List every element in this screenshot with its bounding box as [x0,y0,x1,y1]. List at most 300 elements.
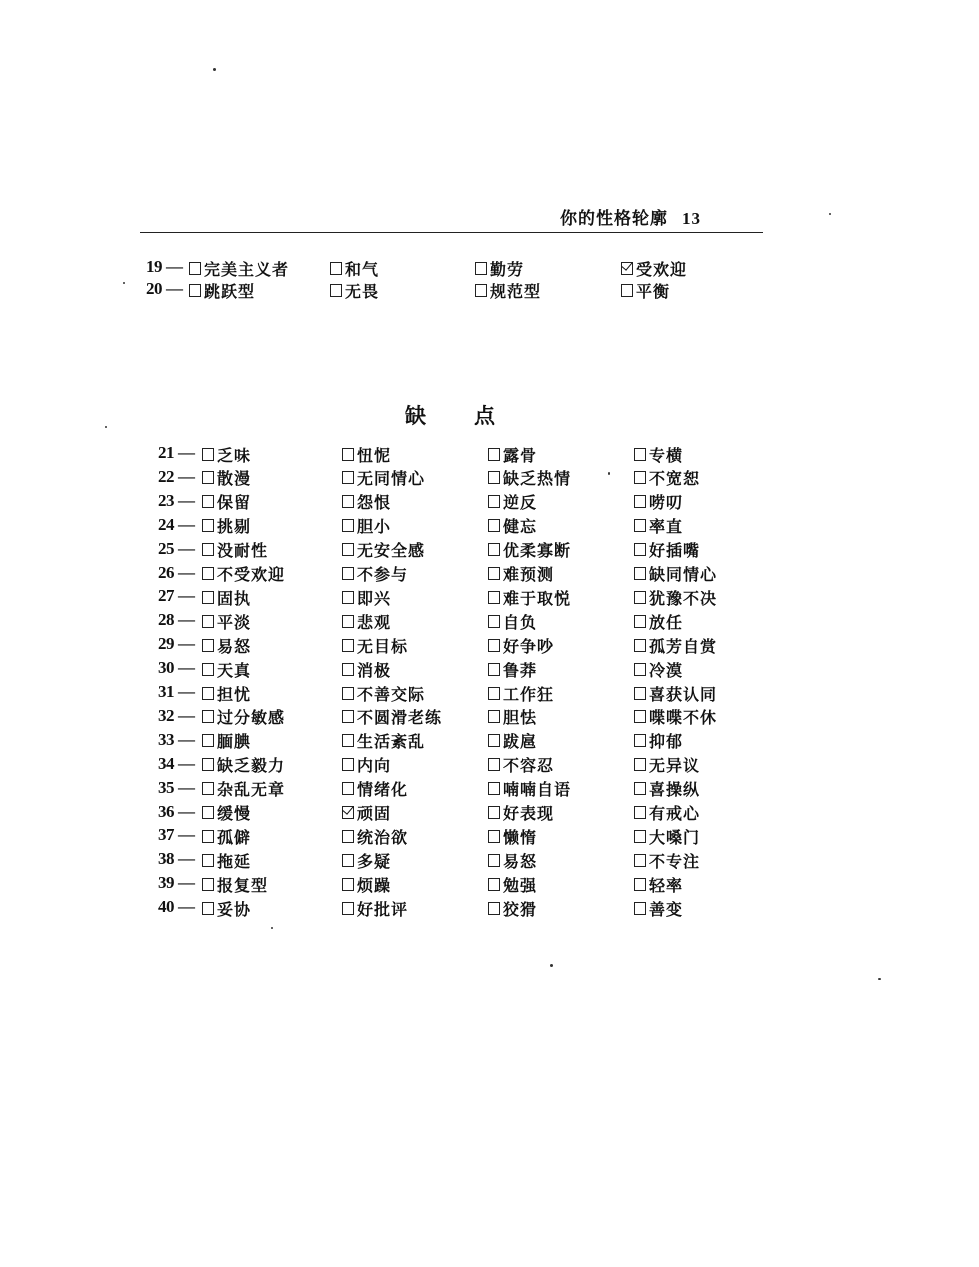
checkbox[interactable] [488,806,500,819]
option-label: 喜获认同 [649,684,718,704]
checkbox[interactable] [342,495,354,508]
checkbox[interactable] [488,495,500,508]
option-label: 内向 [357,756,392,776]
option-label: 胆怯 [503,708,538,728]
option-item[interactable] [342,658,391,680]
option-item[interactable] [634,778,700,800]
option-item[interactable] [634,682,717,704]
option-label: 散漫 [217,469,252,489]
checkbox[interactable] [634,615,646,628]
option-item[interactable] [202,610,251,632]
option-label: 拖延 [217,851,252,871]
checkbox[interactable] [634,471,646,484]
option-item[interactable] [202,682,251,704]
option-label: 无异议 [649,756,701,776]
checked-checkbox[interactable] [621,262,633,275]
option-label: 大嗓门 [649,827,701,847]
question-number: 19 [146,257,162,276]
option-label: 无目标 [357,636,409,656]
checkbox[interactable] [342,471,354,484]
question-number: 20 [146,279,162,298]
checkbox[interactable] [634,639,646,652]
checkbox[interactable] [488,615,500,628]
question-number: 24 [158,514,174,534]
checkbox[interactable] [634,854,646,867]
checkbox[interactable] [342,615,354,628]
option-label: 狡猾 [503,899,538,919]
option-item[interactable] [634,754,700,776]
checkbox[interactable] [189,262,201,275]
option-label: 不受欢迎 [217,565,286,584]
checkbox[interactable] [202,615,214,628]
checkbox[interactable] [342,902,354,915]
option-label: 顽固 [357,804,392,823]
option-label: 善变 [649,899,684,919]
option-item[interactable] [488,634,554,656]
option-item[interactable] [330,279,379,301]
checkbox[interactable] [634,710,646,723]
question-number-dash: — [178,443,195,462]
checkbox[interactable] [202,710,214,723]
option-item[interactable] [342,443,391,465]
option-item[interactable] [621,279,670,301]
checked-checkbox[interactable] [342,806,354,819]
checkbox[interactable] [342,854,354,867]
scan-speck [213,68,216,71]
checkbox[interactable] [634,543,646,556]
option-item[interactable] [342,754,391,776]
checkbox[interactable] [634,495,646,508]
option-item[interactable] [342,610,391,632]
checkbox[interactable] [634,902,646,915]
question-number-dash: — [178,849,195,869]
option-item[interactable] [342,778,408,800]
option-label: 好插嘴 [649,541,701,561]
option-item[interactable] [202,467,251,489]
question-number: 35 [158,777,174,797]
scan-speck [550,964,553,967]
checkbox[interactable] [202,830,214,843]
question-number: 37 [158,825,174,845]
option-item[interactable] [202,802,251,824]
option-label: 跋扈 [503,732,538,752]
option-label: 自负 [503,612,538,632]
checkbox[interactable] [634,830,646,843]
option-item[interactable] [475,279,541,301]
option-item[interactable] [342,730,425,752]
option-item[interactable] [342,515,391,537]
checkbox[interactable] [488,591,500,604]
option-label: 懒惰 [503,827,538,847]
checkbox[interactable] [342,543,354,556]
option-label: 率直 [649,517,684,537]
section-title-char-1: 缺 [405,403,426,428]
option-label: 生活紊乱 [357,732,426,752]
option-item[interactable] [202,491,251,513]
option-item[interactable] [202,586,251,608]
checkbox[interactable] [634,687,646,700]
option-item[interactable] [202,634,251,656]
option-item[interactable] [488,897,537,919]
option-item[interactable] [634,563,717,585]
checkbox[interactable] [202,878,214,891]
option-label: 犹豫不决 [649,588,718,608]
option-label: 杂乱无章 [217,780,286,800]
option-item[interactable] [342,802,391,824]
checkbox[interactable] [488,758,500,771]
option-item[interactable] [634,610,683,632]
option-item[interactable] [634,825,700,847]
option-item[interactable] [634,897,683,919]
checkbox[interactable] [342,663,354,676]
option-item[interactable] [621,257,687,279]
scan-speck [829,213,831,215]
checkbox[interactable] [488,902,500,915]
option-label: 缺同情心 [649,565,718,584]
option-label: 不善交际 [357,684,426,704]
question-number: 21 [158,443,174,462]
question-number: 27 [158,586,174,606]
option-item[interactable] [634,491,683,513]
question-number-dash: — [178,825,195,845]
checkbox[interactable] [634,591,646,604]
option-item[interactable] [202,563,285,585]
question-number-dash: — [178,634,195,654]
option-label: 健忘 [503,517,538,537]
option-label: 唠叨 [649,493,684,513]
checkbox[interactable] [621,284,633,297]
option-item[interactable] [342,563,408,585]
option-label: 优柔寡断 [503,541,572,561]
option-label: 缺乏毅力 [217,756,286,776]
option-label: 放任 [649,612,684,632]
checkbox[interactable] [488,854,500,867]
option-item[interactable] [342,491,391,513]
checkbox[interactable] [488,543,500,556]
option-label: 乏味 [217,445,252,465]
scan-speck [105,426,107,428]
checkbox[interactable] [488,734,500,747]
option-item[interactable] [488,443,537,465]
option-item[interactable] [202,778,285,800]
option-label: 担忧 [217,684,252,704]
option-item[interactable] [634,634,717,656]
option-label: 不参与 [357,565,409,584]
checkbox[interactable] [634,567,646,580]
checkbox[interactable] [342,687,354,700]
checkbox[interactable] [202,734,214,747]
question-number-dash: — [178,897,195,917]
checkbox[interactable] [342,758,354,771]
checkbox[interactable] [202,543,214,556]
checkbox[interactable] [202,495,214,508]
scan-speck [123,282,125,284]
option-item[interactable] [488,491,537,513]
checkbox[interactable] [475,284,487,297]
option-item[interactable] [202,873,268,895]
checkbox[interactable] [488,663,500,676]
question-number: 40 [158,897,174,917]
checkbox[interactable] [202,806,214,819]
question-number-dash: — [178,514,195,534]
checkbox[interactable] [634,519,646,532]
checkbox[interactable] [202,639,214,652]
question-number-dash: — [178,490,195,510]
checkbox[interactable] [488,878,500,891]
option-label: 轻率 [649,875,684,895]
question-number-dash: — [178,729,195,749]
option-label: 无畏 [345,281,380,301]
option-item[interactable] [342,897,408,919]
option-item[interactable] [488,754,554,776]
checkbox[interactable] [202,567,214,580]
option-item[interactable] [342,849,391,871]
checkbox[interactable] [488,639,500,652]
option-label: 无安全感 [357,541,426,561]
option-item[interactable] [202,443,251,465]
checkbox[interactable] [342,591,354,604]
checkbox[interactable] [202,902,214,915]
option-item[interactable] [634,443,683,465]
option-label: 逆反 [503,493,538,513]
option-item[interactable] [634,873,683,895]
option-label: 过分敏感 [217,708,286,728]
option-label: 报复型 [217,875,269,895]
question-number-dash: — [178,753,195,773]
question-number: 38 [158,849,174,869]
page-header [560,204,701,229]
question-number-dash: — [166,279,183,298]
question-number-dash: — [178,705,195,725]
option-label: 平淡 [217,612,252,632]
section-title-weaknesses [405,400,495,430]
option-label: 腼腆 [217,732,252,752]
checkbox[interactable] [202,854,214,867]
checkbox[interactable] [202,448,214,461]
option-item[interactable] [488,610,537,632]
option-label: 勤劳 [490,259,525,279]
option-label: 喋喋不休 [649,708,718,728]
checkbox[interactable] [330,284,342,297]
option-label: 规范型 [490,281,542,301]
option-label: 不专注 [649,851,701,871]
option-item[interactable] [342,706,442,728]
option-label: 工作狂 [503,684,555,704]
option-label: 和气 [345,259,380,279]
option-item[interactable] [488,539,571,561]
option-label: 易怒 [503,851,538,871]
option-item[interactable] [488,849,537,871]
option-item[interactable] [634,730,683,752]
scan-speck [608,472,610,475]
option-item[interactable] [189,279,255,301]
option-item[interactable] [488,778,571,800]
question-number-dash: — [178,562,195,582]
checkbox[interactable] [342,639,354,652]
option-item[interactable] [488,706,537,728]
option-label: 不圆滑老练 [357,708,443,728]
checkbox[interactable] [189,284,201,297]
checkbox[interactable] [488,830,500,843]
option-item[interactable] [202,825,251,847]
option-item[interactable] [342,825,408,847]
option-item[interactable] [202,849,251,871]
option-label: 多疑 [357,851,392,871]
checkbox[interactable] [342,734,354,747]
option-item[interactable] [634,586,717,608]
checkbox[interactable] [488,471,500,484]
option-label: 不容忍 [503,756,555,776]
checkbox[interactable] [488,710,500,723]
option-label: 难于取悦 [503,588,572,608]
option-item[interactable] [488,802,554,824]
option-item[interactable] [342,467,425,489]
checkbox[interactable] [488,567,500,580]
checkbox[interactable] [202,471,214,484]
checkbox[interactable] [202,519,214,532]
checkbox[interactable] [342,830,354,843]
option-item[interactable] [202,658,251,680]
option-label: 挑剔 [217,517,252,537]
checkbox[interactable] [634,663,646,676]
question-number: 22 [158,466,174,486]
checkbox[interactable] [342,567,354,580]
option-label: 妥协 [217,899,252,919]
option-item[interactable] [488,467,571,489]
question-number-dash: — [178,682,195,701]
option-item[interactable] [488,515,537,537]
checkbox[interactable] [488,519,500,532]
option-label: 受欢迎 [636,259,688,279]
option-label: 有戒心 [649,804,701,823]
option-label: 怨恨 [357,493,392,513]
section-title-char-2: 点 [474,403,495,428]
option-item[interactable] [202,515,251,537]
option-label: 不宽恕 [649,469,701,489]
option-label: 平衡 [636,281,671,301]
option-item[interactable] [488,873,537,895]
option-item[interactable] [488,563,554,585]
checkbox[interactable] [634,782,646,795]
question-number-dash: — [178,466,195,486]
option-label: 难预测 [503,565,555,584]
checkbox[interactable] [475,262,487,275]
option-item[interactable] [342,586,391,608]
question-number-dash: — [178,610,195,630]
option-item[interactable] [202,539,268,561]
checkbox[interactable] [488,448,500,461]
option-label: 忸怩 [357,445,392,465]
option-item[interactable] [342,539,425,561]
question-number: 31 [158,682,174,701]
checkbox[interactable] [330,262,342,275]
option-label: 完美主义者 [204,259,290,279]
option-item[interactable] [202,754,285,776]
option-label: 孤芳自赏 [649,636,718,656]
question-number-dash: — [178,873,195,893]
checkbox[interactable] [202,687,214,700]
option-label: 没耐性 [217,541,269,561]
option-item[interactable] [488,682,554,704]
checkbox[interactable] [202,782,214,795]
checkbox[interactable] [488,687,500,700]
page-number: 13 [682,209,701,228]
option-label: 无同情心 [357,469,426,489]
option-item[interactable] [634,539,700,561]
option-label: 消极 [357,660,392,680]
option-item[interactable] [202,897,251,919]
question-number-dash: — [178,538,195,558]
checkbox[interactable] [202,758,214,771]
question-number: 30 [158,658,174,678]
question-number: 29 [158,634,174,654]
question-number: 32 [158,705,174,725]
question-number: 26 [158,562,174,582]
question-number: 25 [158,538,174,558]
option-item[interactable] [330,257,379,279]
option-label: 易怒 [217,636,252,656]
checkbox[interactable] [202,663,214,676]
page-header-title: 你的性格轮廓 [560,209,668,229]
checkbox[interactable] [634,758,646,771]
option-label: 露骨 [503,445,538,465]
option-item[interactable] [634,658,683,680]
checkbox[interactable] [342,448,354,461]
option-item[interactable] [488,658,537,680]
option-item[interactable] [189,257,289,279]
checkbox[interactable] [342,782,354,795]
checkbox[interactable] [634,734,646,747]
option-item[interactable] [488,586,571,608]
checkbox[interactable] [342,878,354,891]
checkbox[interactable] [634,806,646,819]
option-item[interactable] [202,730,251,752]
option-item[interactable] [634,467,700,489]
option-label: 抑郁 [649,732,684,752]
checkbox[interactable] [634,878,646,891]
option-label: 缺乏热情 [503,469,572,489]
option-label: 即兴 [357,588,392,608]
option-item[interactable] [342,682,425,704]
question-number-dash: — [178,586,195,606]
option-item[interactable] [202,706,285,728]
option-item[interactable] [488,825,537,847]
option-label: 保留 [217,493,252,513]
checkbox[interactable] [202,591,214,604]
question-number: 39 [158,873,174,893]
question-number: 23 [158,490,174,510]
option-label: 烦躁 [357,875,392,895]
option-item[interactable] [342,873,391,895]
option-item[interactable] [634,802,700,824]
option-item[interactable] [342,634,408,656]
question-number-dash: — [166,257,183,276]
checkbox[interactable] [488,782,500,795]
option-label: 好批评 [357,899,409,919]
option-item[interactable] [488,730,537,752]
option-label: 好争吵 [503,636,555,656]
checkbox[interactable] [634,448,646,461]
checkbox[interactable] [342,519,354,532]
option-label: 好表现 [503,804,555,823]
option-item[interactable] [475,257,524,279]
checkbox[interactable] [342,710,354,723]
option-item[interactable] [634,706,717,728]
option-label: 专横 [649,445,684,465]
question-number-dash: — [178,801,195,821]
option-item[interactable] [634,849,700,871]
option-item[interactable] [634,515,683,537]
